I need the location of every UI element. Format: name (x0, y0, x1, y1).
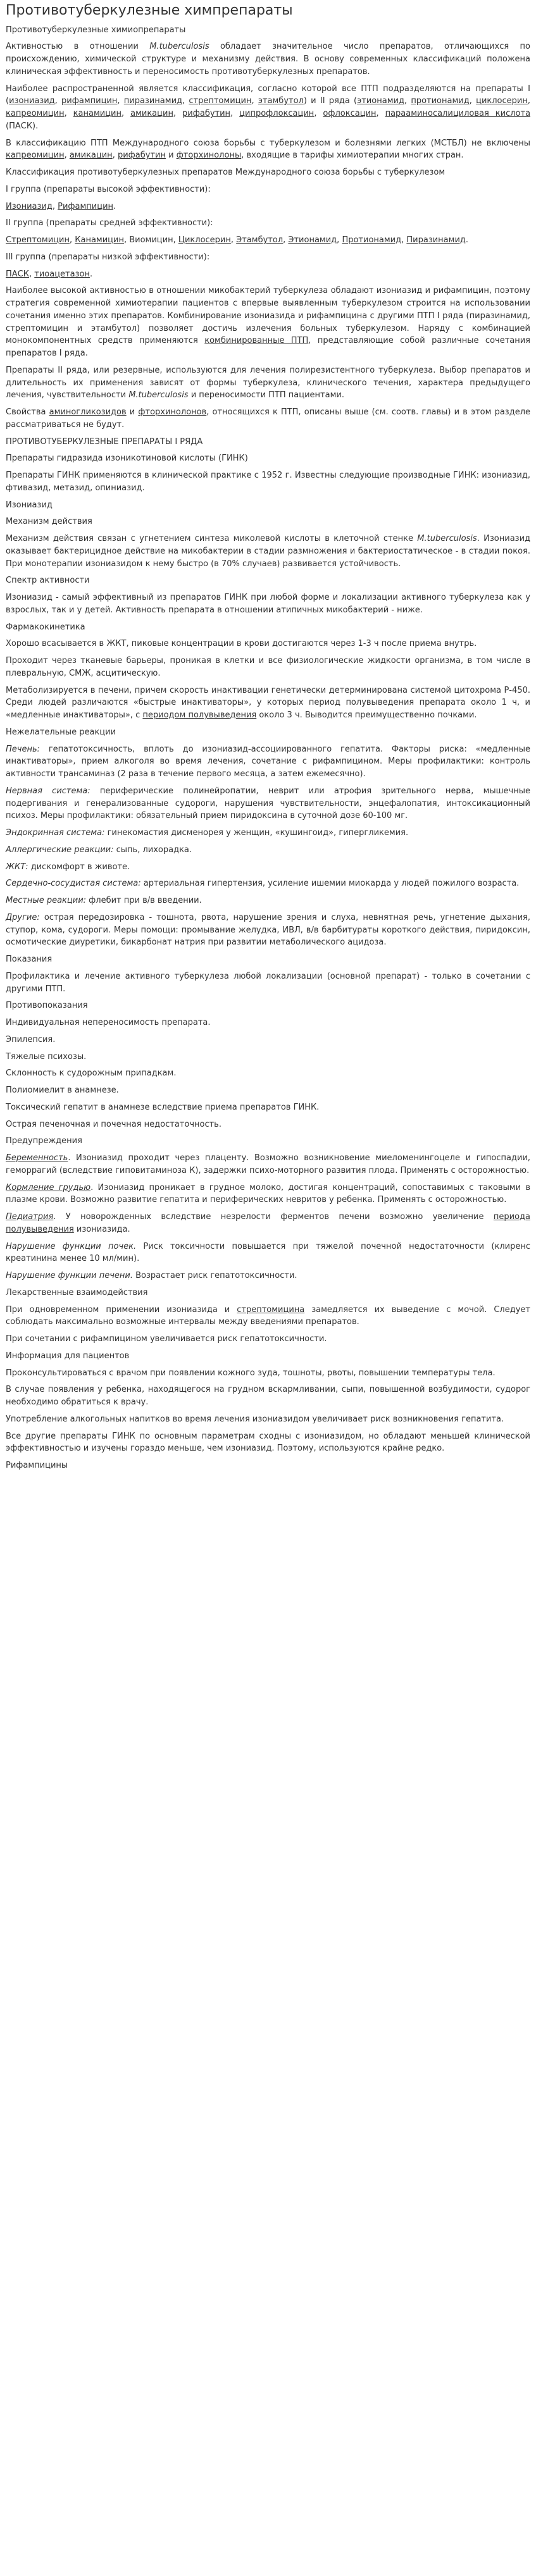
text-run: , (337, 235, 342, 245)
paragraph (6, 1304, 530, 1329)
text-run: Профилактика и лечение активного туберкулеза любой локализации (основной препарат) - только в сочетании с другими ПТП. (6, 971, 530, 994)
text-run: , (112, 151, 118, 161)
link-text[interactable]: периода полувыведения (6, 1212, 530, 1234)
link-text[interactable]: капреомицин (6, 151, 65, 161)
document-subtitle: Противотуберкулезные химиопрепараты (6, 25, 186, 35)
link-text[interactable]: ПАСК (6, 269, 29, 279)
link-text[interactable]: тиоацетазон (34, 269, 90, 279)
paragraph (6, 406, 530, 431)
paragraph (6, 827, 530, 839)
text-run: , (469, 96, 477, 106)
paragraph (6, 638, 530, 650)
paragraph (6, 364, 530, 402)
paragraph (6, 201, 530, 213)
link-text[interactable]: канамицин (73, 109, 122, 119)
text-run: В случае появления у ребенка, находящегося на грудном вскармливании, сыпи, повышенной возбудимости, судорог необходимо обратиться к врачу. (6, 1385, 530, 1408)
text-run: Хорошо всасывается в ЖКТ, пиковые концентрации в крови достигаются через 1-3 ч после приема внутрь. (6, 639, 477, 649)
italic-text: Печень: (6, 744, 40, 754)
link-text[interactable]: фторхинолоны (176, 151, 242, 161)
text-run: Острая печеночная и почечная недостаточность. (6, 1119, 221, 1129)
text-run: , представляющие собой различные сочетания препаратов I ряда. (6, 336, 531, 359)
text-run: и (165, 151, 177, 161)
paragraph (6, 1000, 530, 1012)
paragraph (6, 234, 530, 247)
text-run: гинекомастия дисменорея у женщин, «кушингоид», гипергликемия. (104, 828, 409, 838)
link-text[interactable]: пиразинамид (123, 96, 183, 106)
text-run: (ПАСК). (6, 121, 39, 131)
text-run: Все другие препараты ГИНК по основным параметрам сходны с изониазидом, но обладают меньшей клинической эффективностью и изучены гораздо меньше, чем изониазид. Поэтому, используются крайне редко. (6, 1431, 530, 1454)
text-run: Эпилепсия. (6, 1034, 56, 1044)
link-text[interactable]: фторхинолонов (138, 407, 207, 418)
text-run: , (283, 235, 289, 245)
text-run: Индивидуальная непереносимость препарата. (6, 1018, 211, 1028)
text-run: , относящихся к ПТП, описаны выше (см. соотв. главы) и в этом разделе рассматриваться не будут. (6, 407, 530, 430)
paragraph (6, 1287, 530, 1299)
paragraph (6, 970, 530, 996)
text-run: Токсический гепатит в анамнезе вследствие приема препаратов ГИНК. (6, 1102, 320, 1112)
link-text[interactable]: парааминосалициловая кислота (385, 109, 531, 119)
text-run: I группа (препараты высокой эффективности): (6, 184, 211, 194)
paragraph (6, 621, 530, 634)
text-run: . У новорожденных вследствие незрелости ферментов печени возможно увеличение (53, 1212, 494, 1222)
link-text[interactable]: рифампицин (61, 96, 118, 106)
link-text[interactable]: ципрофлоксацин (239, 109, 315, 119)
italic-text: Местные реакции: (6, 896, 87, 906)
link-text[interactable]: Педиатрия (6, 1212, 54, 1222)
text-run: Риск токсичности повышается при тяжелой почечной недостаточности (клиренс креатинина менее 10 мл/мин). (6, 1241, 530, 1264)
paragraph (6, 217, 530, 230)
text-run: Препараты II ряда, или резервные, используются для лечения полирезистентного туберкулеза. Выбор препаратов и длительность их применения зависят от формы туберкулеза, клинического течения, характера предыдущего лечения, чувствительности (6, 365, 530, 400)
text-run: Препараты гидразида изоникотиновой кислоты (ГИНК) (6, 454, 248, 464)
text-run: Наиболее высокой активностью в отношении микобактерий туберкулеза обладают изониазид и рифампицин, поэтому стратегия современной химиотерапии пациентов с впервые выявленным туберкулезом строится на использовании сочетания именно этих препаратов. Комбинирование изониазида и рифампицина с другими ПТП I ряда (пиразинамид, стрептомицин и этамбутол) позволяет достичь излечения больных туберкулезом. Наряду с комбинацией монокомпонентных средств применяются (6, 286, 530, 346)
italic-text: M.tuberculosis (149, 42, 209, 52)
text-run: Препараты ГИНК применяются в клинической практике с 1952 г. Известны следующие производные ГИНК: изониазид, фтивазид, метазид, опиниазид. (6, 471, 530, 493)
text-run: , (54, 96, 62, 106)
link-text[interactable]: Циклосерин (178, 235, 231, 245)
text-run: Информация для пациентов (6, 1351, 130, 1361)
italic-text: Эндокринная система: (6, 828, 105, 838)
text-run: , (404, 96, 411, 106)
text-run: обладает значительное число препаратов, отличающихся по происхождению, химической структуре и механизму действия. В основу современных классификаций положена клиническая эффективность и переносимость противотуберкулезных препаратов. (6, 42, 530, 77)
paragraph (6, 469, 530, 495)
link-text[interactable]: Пиразинамид (406, 235, 466, 245)
link-text[interactable]: амикацин (130, 109, 173, 119)
paragraph (6, 1135, 530, 1148)
text-run: Лекарственные взаимодействия (6, 1287, 148, 1297)
text-run: . Изониазид проникает в грудное молоко, достигая концентраций, сопоставимых с таковыми в плазме крови. Возможно развитие гепатита и периферических невритов у ребенка. Применять с осторожностью. (6, 1182, 531, 1205)
italic-text: Нервная система: (6, 786, 90, 796)
text-run: Изониазид (6, 500, 53, 510)
italic-text: M.tuberculosis (128, 390, 189, 400)
italic-text: Нарушение функции почек. (6, 1241, 137, 1251)
text-run: . Изониазид оказывает бактерицидное действие на микобактерии в стадии размножения и бактериостатическое - в стадии покоя. При монотерапии изониазидом к нему быстро (в 70% случаев) развивается устойчивость. (6, 534, 531, 569)
text-run: , (122, 109, 131, 119)
text-run: гепатотоксичность, вплоть до изониазид-ассоциированного гепатита. Факторы риска: «медленные инактиваторы», прием алкоголя во время лечения, сочетание с рифампицином. Меры профилактики: контроль активности трансаминаз (2 раза в течение первого месяца, а затем ежемесячно). (6, 744, 530, 779)
italic-text: Сердечно-сосудистая система: (6, 879, 141, 889)
paragraph (6, 912, 530, 949)
paragraph (6, 591, 530, 617)
paragraph (6, 516, 530, 528)
link-text[interactable]: стрептомицин (189, 96, 252, 106)
text-run: , Виомицин, (123, 235, 178, 245)
link-text[interactable]: Стрептомицин (6, 235, 70, 245)
text-run: Рифампицины (6, 1461, 68, 1471)
paragraph (6, 452, 530, 465)
paragraph (6, 877, 530, 890)
text-run: Употребление алкогольных напитков во время лечения изониазидом увеличивает риск возникновения гепатита. (6, 1414, 504, 1424)
paragraph (6, 83, 530, 133)
text-run: Проходит через тканевые барьеры, проникая в клетки и все физиологические жидкости организма, в том числе в плевральную, СМЖ, асцитическую. (6, 656, 530, 678)
text-run: Механизм действия связан с угнетением синтеза миколевой кислоты в клеточной стенке (6, 534, 418, 544)
text-run: , (52, 201, 58, 211)
paragraph (6, 1384, 530, 1409)
paragraph (6, 726, 530, 739)
paragraph (6, 895, 530, 907)
text-run: периферические полинейропатии, неврит или атрофия зрительного нерва, мышечные подергивания и генерализованные судороги, нарушения чувствительности, энцефалопатия, интоксикационный психоз. Меры профилактики: обязательный прием пиридоксина в суточной дозе 60-100 мг. (6, 786, 530, 821)
link-text[interactable]: Этионамид (288, 235, 337, 245)
text-run: Противопоказания (6, 1001, 88, 1011)
text-run: флебит при в/в введении. (86, 896, 202, 906)
text-run: дискомфорт в животе. (28, 862, 130, 872)
paragraph (6, 137, 530, 163)
link-text[interactable]: комбинированные ПТП (204, 336, 309, 346)
paragraph (6, 684, 530, 722)
text-run: Активностью в отношении (6, 42, 150, 52)
text-run: В классификацию ПТП Международного союза борьбы с туберкулезом и болезнями легких (МСТБЛ) не включены (6, 138, 530, 148)
paragraph (6, 1101, 530, 1114)
paragraph (6, 1067, 530, 1080)
text-run: Классификация противотуберкулезных препаратов Международного союза борьбы с туберкулезом (6, 168, 446, 178)
link-text[interactable]: аминогликозидов (49, 407, 127, 418)
paragraph (6, 1333, 530, 1346)
text-run: Механизм действия (6, 517, 92, 527)
paragraph (6, 844, 530, 857)
italic-text: Другие: (6, 912, 40, 922)
page-title: Противотуберкулезные химпрепараты (6, 3, 293, 18)
link-text[interactable]: стрептомицина (237, 1304, 305, 1315)
text-run: При сочетании с рифампицином увеличивается риск гепатотоксичности. (6, 1334, 327, 1344)
paragraph (6, 1430, 530, 1456)
link-text[interactable]: рифабутин (182, 109, 231, 119)
italic-text: M.tuberculosis (417, 534, 477, 544)
text-run: , (401, 235, 407, 245)
italic-text: ЖКТ: (6, 862, 28, 872)
text-run: около 3 ч. Выводится преимущественно почками. (256, 710, 477, 721)
paragraph (6, 1182, 530, 1207)
link-text[interactable]: Беременность (6, 1153, 68, 1163)
link-text[interactable]: Канамицин (75, 235, 124, 245)
text-run: . (89, 269, 93, 279)
text-run: и (126, 407, 139, 418)
paragraph (6, 1051, 530, 1063)
text-run: , (182, 96, 189, 106)
paragraph (6, 655, 530, 680)
link-text[interactable]: капреомицин (6, 109, 65, 119)
text-run: Свойства (6, 407, 49, 418)
paragraph (6, 166, 530, 179)
text-run: , (69, 235, 75, 245)
text-run: , (230, 109, 240, 119)
text-run: , (64, 151, 70, 161)
text-run: , (527, 96, 530, 106)
link-text[interactable]: Изониазид (6, 201, 53, 211)
italic-text: Нарушение функции печени. (6, 1271, 133, 1281)
paragraph (6, 183, 530, 196)
paragraph (6, 574, 530, 587)
paragraph (6, 1211, 530, 1236)
paragraph (6, 1084, 530, 1097)
paragraph (6, 1413, 530, 1426)
text-run: , (314, 109, 323, 119)
text-run: Тяжелые психозы. (6, 1051, 87, 1062)
text-run: Возрастает риск гепатотоксичности. (132, 1271, 297, 1281)
text-run: Спектр активности (6, 576, 90, 586)
link-text[interactable]: офлоксацин (323, 109, 377, 119)
link-text[interactable]: изониазид (9, 96, 55, 106)
text-run: Нежелательные реакции (6, 727, 116, 737)
text-run: Фармакокинетика (6, 622, 85, 632)
paragraph (6, 1270, 530, 1282)
paragraph (6, 1034, 530, 1046)
link-text[interactable]: Протионамид (342, 235, 402, 245)
text-run: III группа (препараты низкой эффективности): (6, 252, 210, 262)
link-text[interactable]: периодом полувыведения (142, 710, 257, 721)
paragraph (6, 1350, 530, 1363)
link-text[interactable]: амикацин (69, 151, 113, 161)
text-run: При одновременном применении изониазида и (6, 1304, 237, 1315)
text-run: изониазида. (73, 1224, 130, 1234)
link-text[interactable]: этамбутол (258, 96, 304, 106)
link-text[interactable]: Этамбутол (236, 235, 284, 245)
text-run: Полиомиелит в анамнезе. (6, 1086, 119, 1096)
paragraph (6, 285, 530, 360)
text-run: Предупреждения (6, 1136, 82, 1146)
text-run: , (28, 269, 35, 279)
text-run: артериальная гипертензия, усиление ишемии миокарда у людей пожилого возраста. (140, 879, 520, 889)
paragraph (6, 785, 530, 822)
link-text[interactable]: рифабутин (117, 151, 166, 161)
text-run: сыпь, лихорадка. (113, 845, 192, 855)
text-run: Проконсультироваться с врачом при появлении кожного зуда, тошноты, рвоты, повышении температуры тела. (6, 1368, 495, 1378)
paragraph (6, 1367, 530, 1380)
link-text[interactable]: циклосерин (476, 96, 528, 106)
section-heading (6, 436, 530, 449)
text-run: . (113, 201, 116, 211)
italic-text: Аллергические реакции: (6, 845, 114, 855)
paragraph (6, 1459, 530, 1472)
text-run: , (376, 109, 385, 119)
text-run: ПРОТИВОТУБЕРКУЛЕЗНЫЕ ПРЕПАРАТЫ I РЯДА (6, 437, 203, 447)
text-run: замедляется их выведение с мочой. Следует соблюдать максимально возможные интервалы между введениями препаратов. (6, 1304, 530, 1327)
link-text[interactable]: Кормление грудью (6, 1182, 91, 1192)
paragraph (6, 743, 530, 781)
text-run: . (465, 235, 469, 245)
text-run: , входящие в тарифы химиотерапии многих стран. (241, 151, 464, 161)
link-text[interactable]: Рифампицин (58, 201, 114, 211)
text-run: . Изониазид проходит через плаценту. Возможно возникновение миеломенингоцеле и гипоспадии, геморрагий (вследствие гиповитаминоза К), задержки психо-моторного развития плода. Применять с осторожностью. (6, 1153, 530, 1175)
text-run: Метаболизируется в печени, причем скорость инактивации генетически детерминирована системой цитохрома Р-450. Среди людей различаются «быстрые инактиваторы», у которых период полувыведения препарата около 1 ч, и «медленные инактиваторы», с (6, 685, 530, 721)
link-text[interactable]: этионамид (357, 96, 404, 106)
paragraph (6, 1152, 530, 1177)
text-run: Склонность к судорожным припадкам. (6, 1068, 177, 1079)
paragraph (6, 499, 530, 512)
text-run: , (173, 109, 183, 119)
text-run: , (251, 96, 258, 106)
text-run: , (117, 96, 124, 106)
paragraph (6, 1118, 530, 1131)
paragraph (6, 953, 530, 966)
text-run: острая передозировка - тошнота, рвота, нарушение зрения и слуха, невнятная речь, угнетение дыхания, ступор, кома, судороги. Меры помощи: промывание желудка, ИВЛ, в/в барбитураты короткого действия, пиридоксин, осмотические диуретики, бикарбонат натрия при развитии метаболического ацидоза. (6, 912, 530, 948)
text-run: Изониазид - самый эффективный из препаратов ГИНК при любой форме и локализации активного туберкулеза как у взрослых, так и у детей. Активность препарата в отношении атипичных микобактерий - ниже. (6, 593, 530, 615)
text-run: Показания (6, 955, 53, 965)
paragraph (6, 251, 530, 264)
text-run: II группа (препараты средней эффективности): (6, 218, 213, 228)
paragraph (6, 1017, 530, 1029)
link-text[interactable]: протионамид (411, 96, 470, 106)
paragraph (6, 533, 530, 570)
text-run: ) и II ряда ( (303, 96, 358, 106)
paragraph (6, 861, 530, 874)
text-run: Наиболее распространенной является классификация, согласно которой все ПТП подразделяются на препараты I ( (6, 84, 530, 106)
text-run: , (230, 235, 237, 245)
document-body (6, 40, 530, 1472)
text-run: и переносимости ПТП пациентами. (188, 390, 344, 400)
paragraph (6, 268, 530, 281)
paragraph (6, 1241, 530, 1266)
text-run: , (64, 109, 73, 119)
paragraph (6, 40, 530, 78)
